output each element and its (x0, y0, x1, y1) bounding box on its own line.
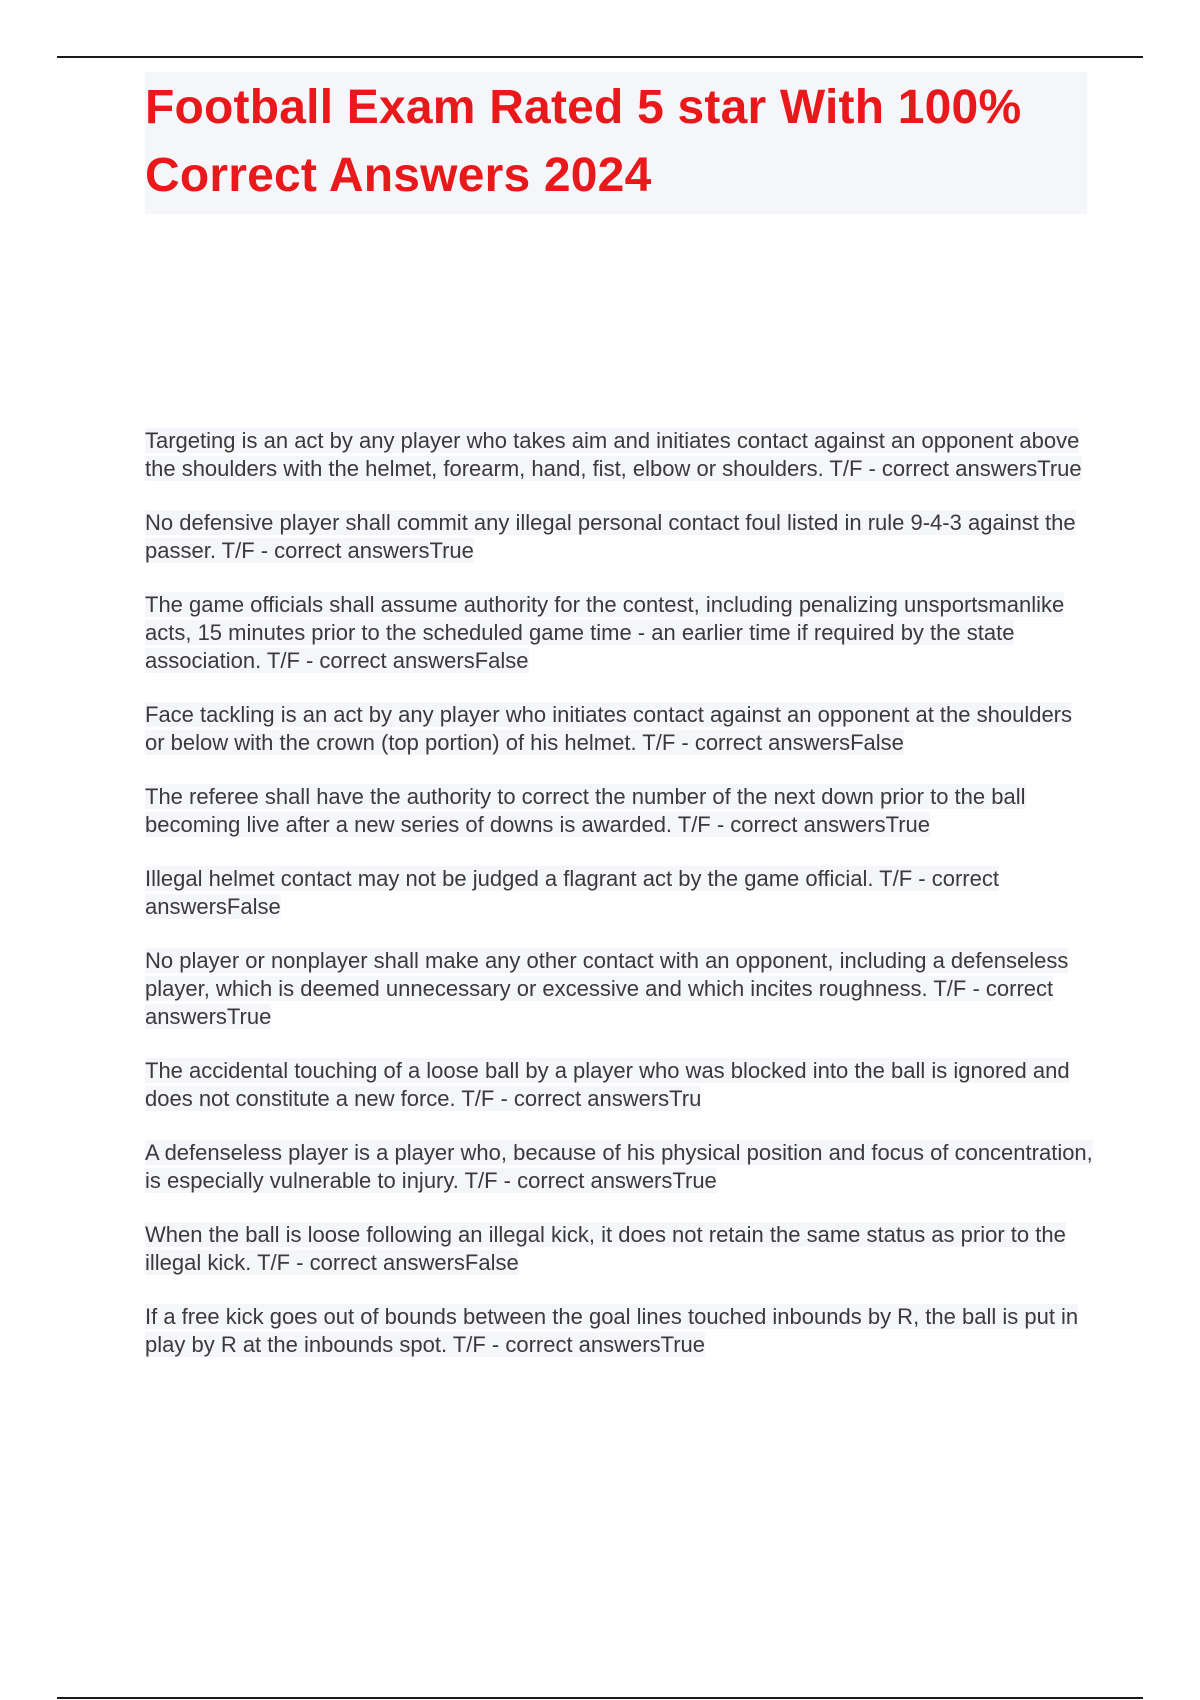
qa-item (145, 1139, 1095, 1195)
qa-item-text: Face tackling is an act by any player who initiates contact against an opponent at the shoulders or below with the crown (top portion) of his helmet. T/F - correct answersFalse (145, 702, 1073, 755)
qa-item-text: The referee shall have the authority to correct the number of the next down prior to the ball becoming live after a new series of downs is awarded. T/F - correct answersTrue (145, 784, 1026, 837)
qa-item-text: No player or nonplayer shall make any other contact with an opponent, including a defenseless player, which is deemed unnecessary or excessive and which incites roughness. T/F - correct answersTrue (145, 948, 1069, 1029)
qa-item (145, 1221, 1095, 1277)
qa-item (145, 591, 1095, 675)
qa-item (145, 509, 1095, 565)
qa-item (145, 1303, 1095, 1359)
qa-item-text: The game officials shall assume authority for the contest, including penalizing unsportsmanlike acts, 15 minutes prior to the scheduled game time - an earlier time if required by the state association. T/F - correct answersFalse (145, 592, 1065, 673)
qa-item-text: Illegal helmet contact may not be judged a flagrant act by the game official. T/F - correct answersFalse (145, 866, 999, 919)
qa-item-text: No defensive player shall commit any illegal personal contact foul listed in rule 9-4-3 against the passer. T/F - correct answersTrue (145, 510, 1076, 563)
qa-item (145, 427, 1095, 483)
top-rule (57, 56, 1143, 58)
qa-list (145, 427, 1095, 1385)
qa-item (145, 783, 1095, 839)
qa-item (145, 947, 1095, 1031)
document-title: Football Exam Rated 5 star With 100% Correct Answers 2024 (145, 81, 1022, 202)
qa-item-text: When the ball is loose following an illegal kick, it does not retain the same status as prior to the illegal kick. T/F - correct answersFalse (145, 1222, 1066, 1275)
qa-item-text: The accidental touching of a loose ball by a player who was blocked into the ball is ignored and does not constitute a new force. T/F - correct answersTru (145, 1058, 1070, 1111)
qa-item (145, 865, 1095, 921)
qa-item (145, 1057, 1095, 1113)
qa-item (145, 701, 1095, 757)
bottom-rule (57, 1697, 1143, 1699)
qa-item-text: A defenseless player is a player who, because of his physical position and focus of concentration, is especially vulnerable to injury. T/F - correct answersTrue (145, 1140, 1093, 1193)
title-block (145, 72, 1087, 214)
qa-item-text: If a free kick goes out of bounds between the goal lines touched inbounds by R, the ball is put in play by R at the inbounds spot. T/F - correct answersTrue (145, 1304, 1079, 1357)
qa-item-text: Targeting is an act by any player who takes aim and initiates contact against an opponent above the shoulders with the helmet, forearm, hand, fist, elbow or shoulders. T/F - correct answersTrue (145, 428, 1082, 481)
